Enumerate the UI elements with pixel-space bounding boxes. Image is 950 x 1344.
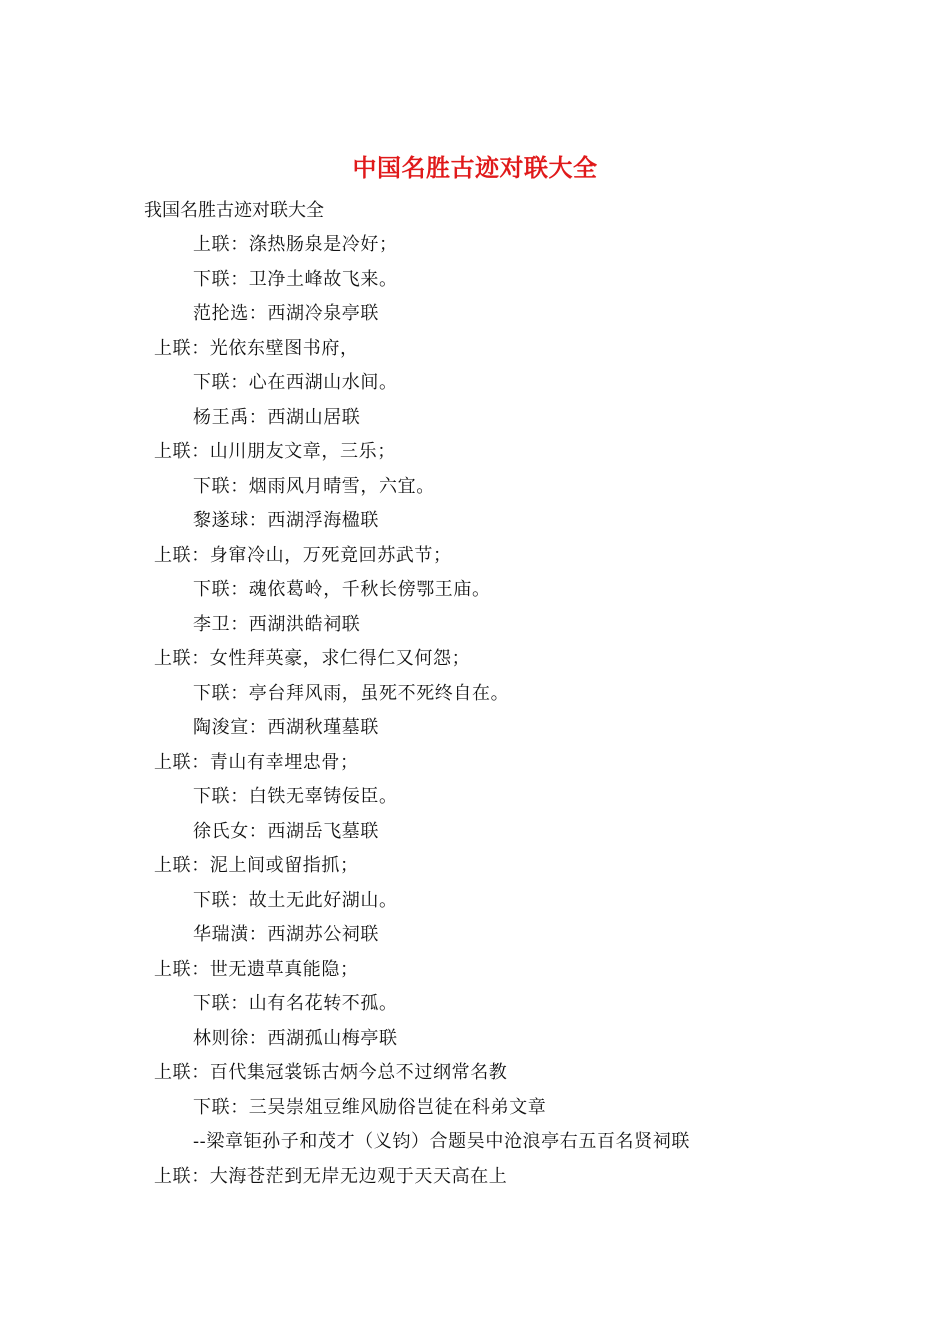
couplet-line: 上联：女性拜英豪，求仁得仁又何怨； <box>154 648 471 669</box>
couplet-line: 杨王禹：西湖山居联 <box>193 406 361 428</box>
document-subtitle: 我国名胜古迹对联大全 <box>144 200 324 221</box>
couplet-line: 上联：身窜冷山，万死竟回苏武节； <box>154 544 452 566</box>
couplet-line: 上联：大海苍茫到无岸无边观于天天高在上 <box>154 1165 508 1187</box>
couplet-line: 上联：泥上间或留指抓； <box>154 855 359 876</box>
couplet-line: 上联：涤热肠泉是冷好； <box>193 234 398 255</box>
couplet-line: 下联：心在西湖山水间。 <box>193 372 398 393</box>
couplet-line: 下联：魂依葛岭，千秋长傍鄂王庙。 <box>193 579 491 600</box>
document-title: 中国名胜古迹对联大全 <box>352 153 598 182</box>
couplet-line: 上联：青山有幸埋忠骨； <box>154 751 359 773</box>
couplet-line: 下联：烟雨风月晴雪，六宜。 <box>193 475 435 497</box>
couplet-line: 华瑞潢：西湖苏公祠联 <box>193 924 379 945</box>
couplet-line: 陶浚宣：西湖秋瑾墓联 <box>193 717 379 738</box>
couplet-line: 上联：世无遗草真能隐； <box>154 958 359 980</box>
couplet-line: 徐氏女：西湖岳飞墓联 <box>193 820 379 842</box>
couplet-line: 下联：亭台拜风雨，虽死不死终自在。 <box>193 682 510 704</box>
couplet-line: 林则徐：西湖孤山梅亭联 <box>193 1027 398 1049</box>
couplet-line: 范抡选：西湖冷泉亭联 <box>193 303 379 324</box>
couplet-line: 上联：百代集冠裳铄古炳今总不过纲常名教 <box>154 1062 508 1083</box>
couplet-line: 下联：卫净土峰故飞来。 <box>193 268 398 290</box>
couplet-list <box>0 228 950 1194</box>
couplet-line: 下联：故土无此好湖山。 <box>193 889 398 911</box>
couplet-line: 上联：山川朋友文章，三乐； <box>154 441 396 462</box>
couplet-line: 下联：白铁无辜铸佞臣。 <box>193 786 398 807</box>
couplet-line: 李卫：西湖洪皓祠联 <box>193 613 361 635</box>
couplet-line: 下联：山有名花转不孤。 <box>193 993 398 1014</box>
couplet-line: --梁章钜孙子和茂才（义钧）合题吴中沧浪亭右五百名贤祠联 <box>193 1131 690 1152</box>
couplet-line: 下联：三吴崇俎豆维风励俗岂徒在科弟文章 <box>193 1096 547 1118</box>
couplet-line: 上联：光依东壁图书府， <box>154 337 359 359</box>
couplet-line: 黎遂球：西湖浮海楹联 <box>193 510 379 531</box>
